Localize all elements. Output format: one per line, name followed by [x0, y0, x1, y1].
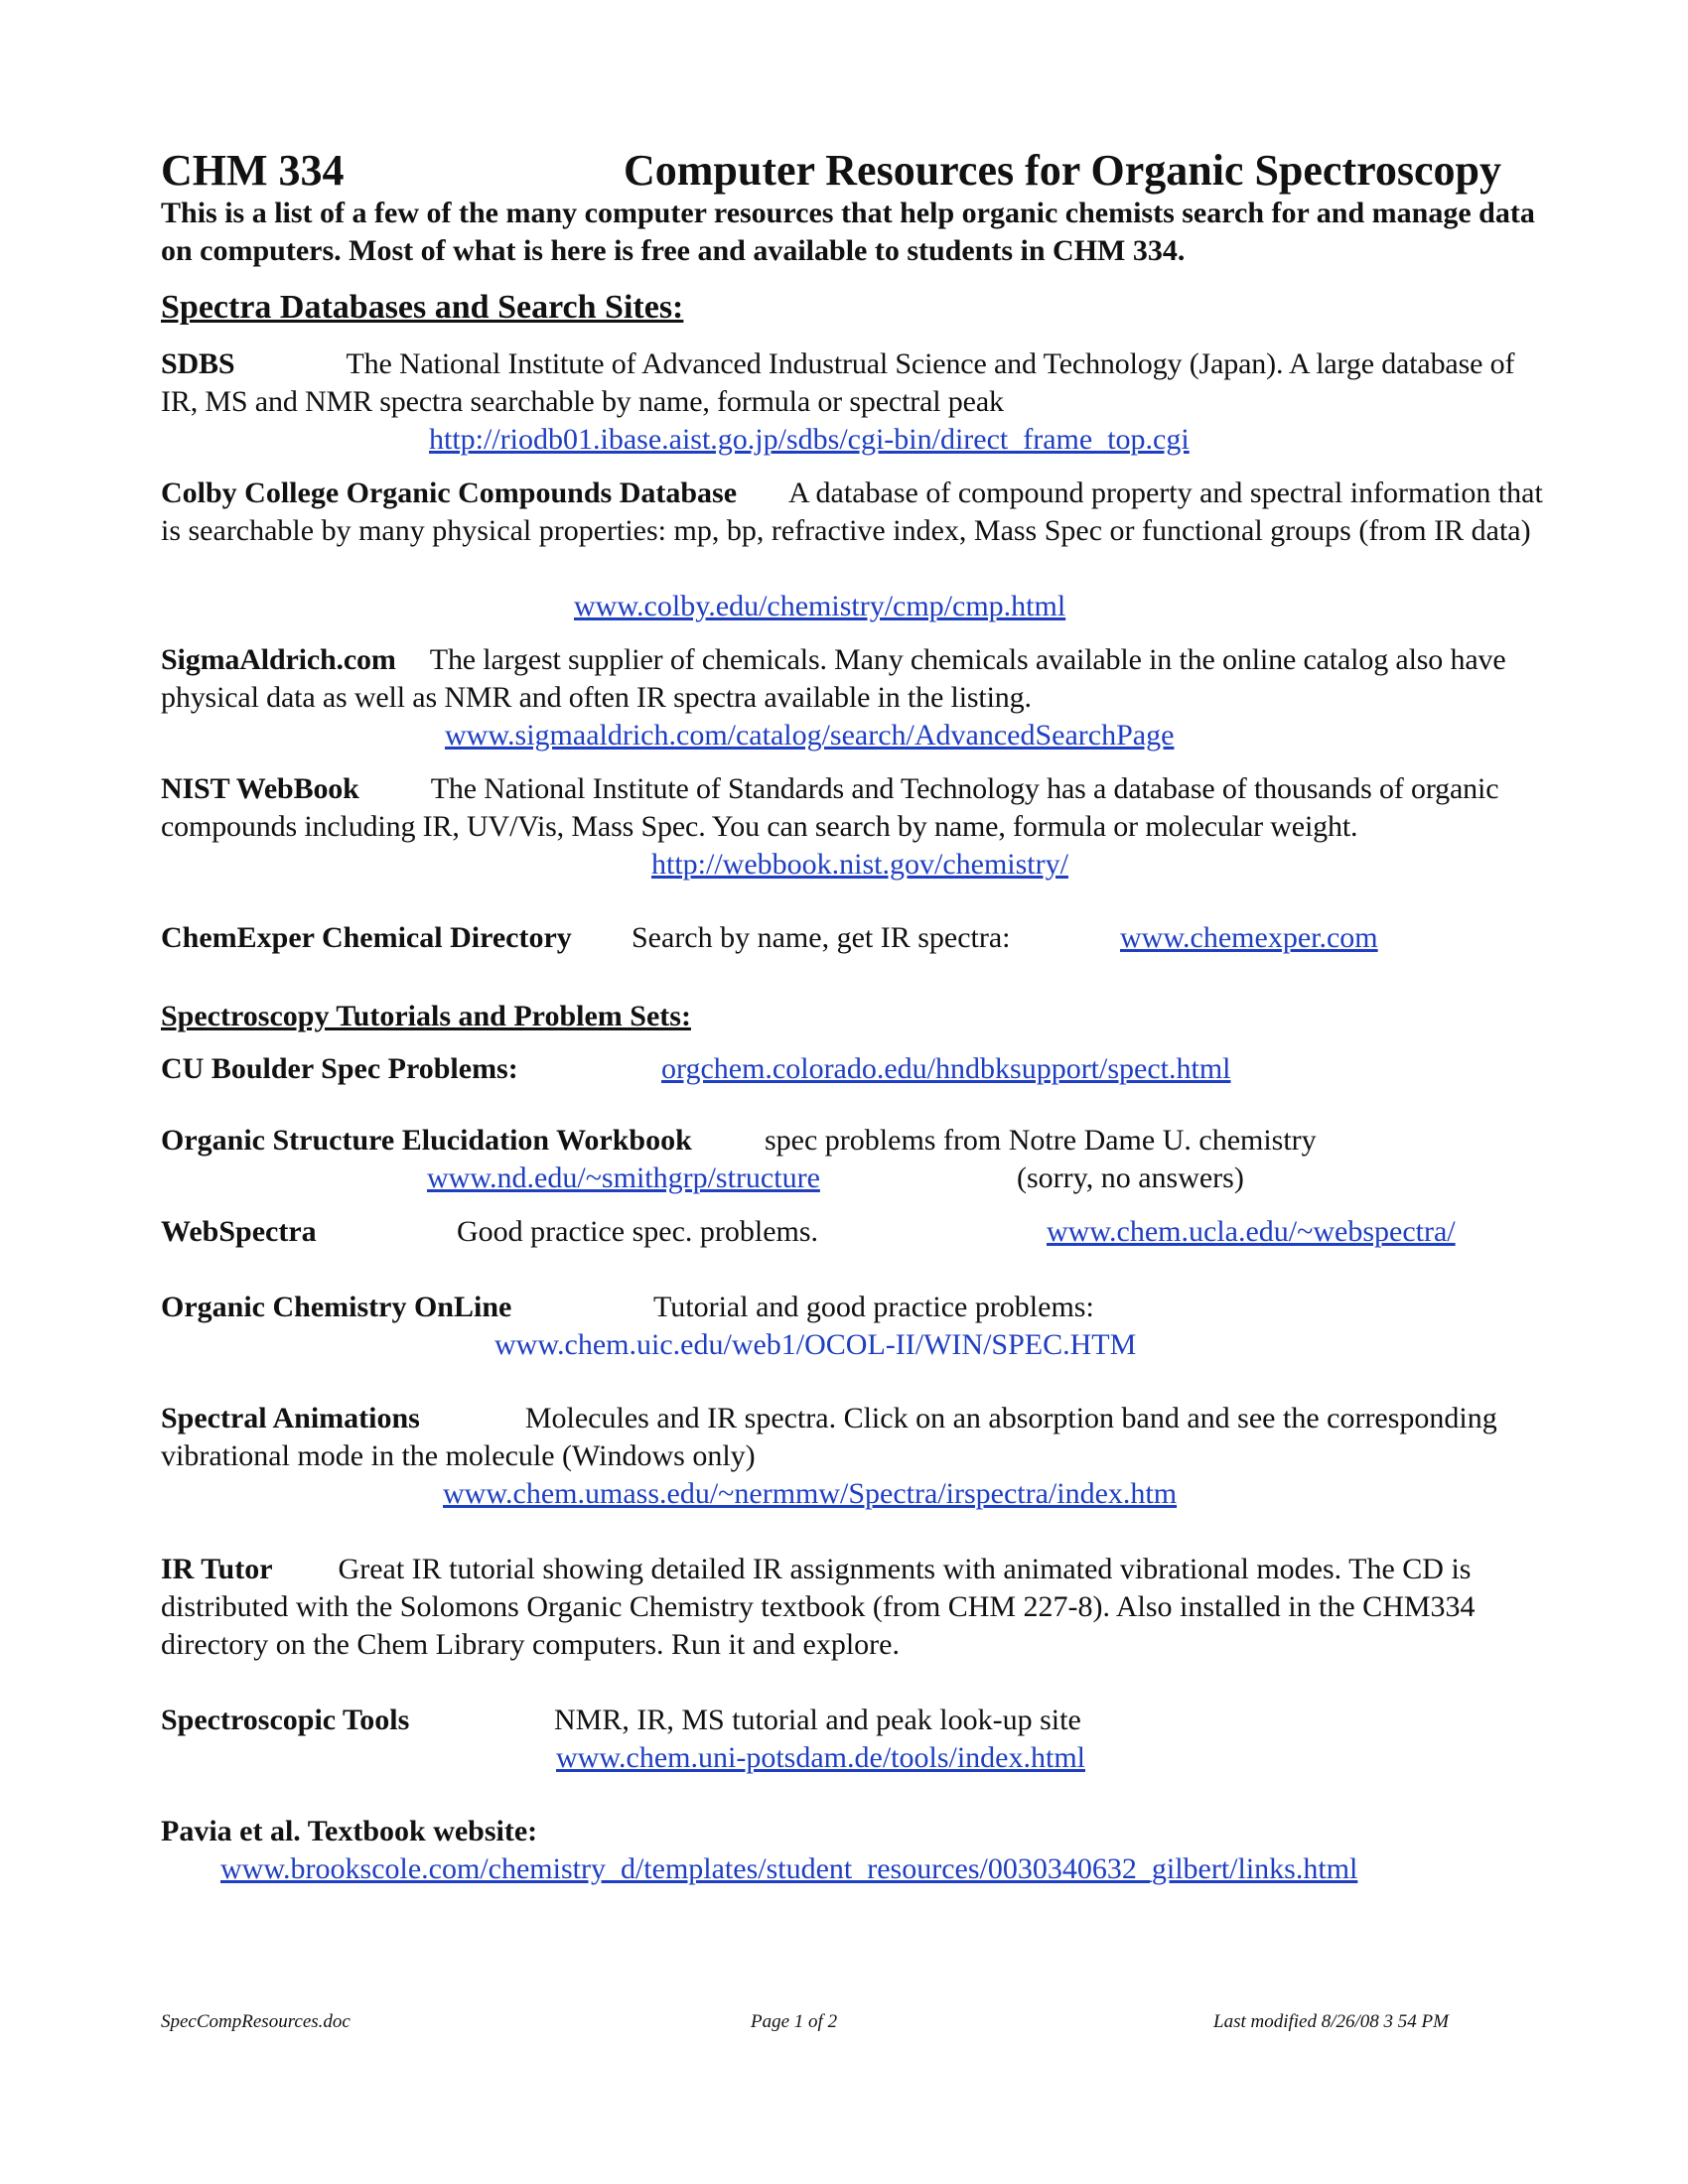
sdbs-link[interactable]: http://riodb01.ibase.aist.go.jp/sdbs/cgi-bin/direct_frame_top.cgi	[429, 423, 1190, 456]
entry-notre-dame-note: (sorry, no answers)	[1017, 1161, 1244, 1194]
entry-name: Spectral Animations	[161, 1402, 420, 1434]
entry-pavia-name: Pavia et al. Textbook website:	[161, 1815, 538, 1847]
section-heading-databases: Spectra Databases and Search Sites:	[161, 289, 684, 326]
entry-description: Molecules and IR spectra. Click on an absorption band and see the corresponding vibrational mode in the molecule (Windows only)	[161, 1402, 1497, 1472]
section-heading-tutorials: Spectroscopy Tutorials and Problem Sets:	[161, 1000, 691, 1032]
entry-name: Colby College Organic Compounds Database	[161, 477, 738, 509]
entry-description: The National Institute of Standards and Technology has a database of thousands of organic compounds including IR, UV/Vis, Mass Spec. You can search by name, formula or molecular weight.	[161, 772, 1499, 843]
entry-name: IR Tutor	[161, 1553, 273, 1585]
entry-name: SDBS	[161, 347, 235, 380]
chemexper-link[interactable]: www.chemexper.com	[1120, 921, 1378, 954]
entry-chemexper-description: Search by name, get IR spectra:	[632, 921, 1011, 954]
ocol-link[interactable]: www.chem.uic.edu/web1/OCOL-II/WIN/SPEC.HTM	[494, 1328, 1137, 1361]
footer-page-number: Page 1 of 2	[751, 2011, 838, 2032]
entry-description: Great IR tutorial showing detailed IR assignments with animated vibrational modes. The CD is distributed with the Solomons Organic Chemistry textbook (from CHM 227-8). Also installed in the CHM334 directory on the Chem Library computers. Run it and explore.	[161, 1553, 1476, 1661]
entry-colby	[161, 475, 1551, 550]
document-title: Computer Resources for Organic Spectroscopy	[624, 146, 1501, 195]
colby-link[interactable]: www.colby.edu/chemistry/cmp/cmp.html	[574, 590, 1066, 622]
entry-description: A database of compound property and spectral information that is searchable by many physical properties: mp, bp, refractive index, Mass Spec or functional groups (from IR data)	[161, 477, 1543, 547]
entry-ocol-description: Tutorial and good practice problems:	[653, 1291, 1094, 1323]
animations-link[interactable]: www.chem.umass.edu/~nermmw/Spectra/irspectra/index.htm	[443, 1477, 1178, 1510]
entry-ocol-name: Organic Chemistry OnLine	[161, 1291, 512, 1323]
footer-last-modified: Last modified 8/26/08 3 54 PM	[1213, 2011, 1449, 2032]
entry-webspectra-description: Good practice spec. problems.	[457, 1215, 819, 1248]
entry-nist	[161, 770, 1551, 846]
pavia-link[interactable]: www.brookscole.com/chemistry_d/templates/student_resources/0030340632_gilbert/links.html	[220, 1852, 1358, 1885]
webspectra-link[interactable]: www.chem.ucla.edu/~webspectra/	[1047, 1215, 1456, 1248]
entry-animations	[161, 1400, 1551, 1475]
entry-notre-dame-description: spec problems from Notre Dame U. chemistry	[765, 1124, 1317, 1157]
nist-link[interactable]: http://webbook.nist.gov/chemistry/	[651, 848, 1068, 881]
sigma-link[interactable]: www.sigmaaldrich.com/catalog/search/AdvancedSearchPage	[445, 719, 1175, 751]
entry-name: SigmaAldrich.com	[161, 643, 396, 676]
entry-notre-dame-name: Organic Structure Elucidation Workbook	[161, 1124, 692, 1157]
cu-boulder-link[interactable]: orgchem.colorado.edu/hndbksupport/spect.html	[661, 1052, 1231, 1085]
entry-description: The National Institute of Advanced Industrual Science and Technology (Japan). A large database of IR, MS and NMR spectra searchable by name, formula or spectral peak	[161, 347, 1515, 418]
entry-sdbs	[161, 345, 1551, 421]
spec-tools-link[interactable]: www.chem.uni-potsdam.de/tools/index.html	[556, 1741, 1085, 1774]
intro-paragraph: This is a list of a few of the many computer resources that help organic chemists search for and manage data on computers. Most of what is here is free and available to students in CHM 334.	[161, 197, 1535, 267]
entry-spec-tools-description: NMR, IR, MS tutorial and peak look-up site	[554, 1704, 1081, 1736]
entry-spec-tools-name: Spectroscopic Tools	[161, 1704, 410, 1736]
entry-chemexper-name: ChemExper Chemical Directory	[161, 921, 572, 954]
entry-ir-tutor	[161, 1551, 1551, 1664]
entry-description: The largest supplier of chemicals. Many chemicals available in the online catalog also have physical data as well as NMR and often IR spectra available in the listing.	[161, 643, 1506, 714]
notre-dame-link[interactable]: www.nd.edu/~smithgrp/structure	[427, 1161, 820, 1194]
entry-sigma	[161, 641, 1551, 717]
entry-webspectra-name: WebSpectra	[161, 1215, 317, 1248]
footer-filename: SpecCompResources.doc	[161, 2011, 351, 2032]
course-code: CHM 334	[161, 146, 345, 195]
entry-name: NIST WebBook	[161, 772, 359, 805]
entry-cu-boulder-name: CU Boulder Spec Problems:	[161, 1052, 518, 1085]
